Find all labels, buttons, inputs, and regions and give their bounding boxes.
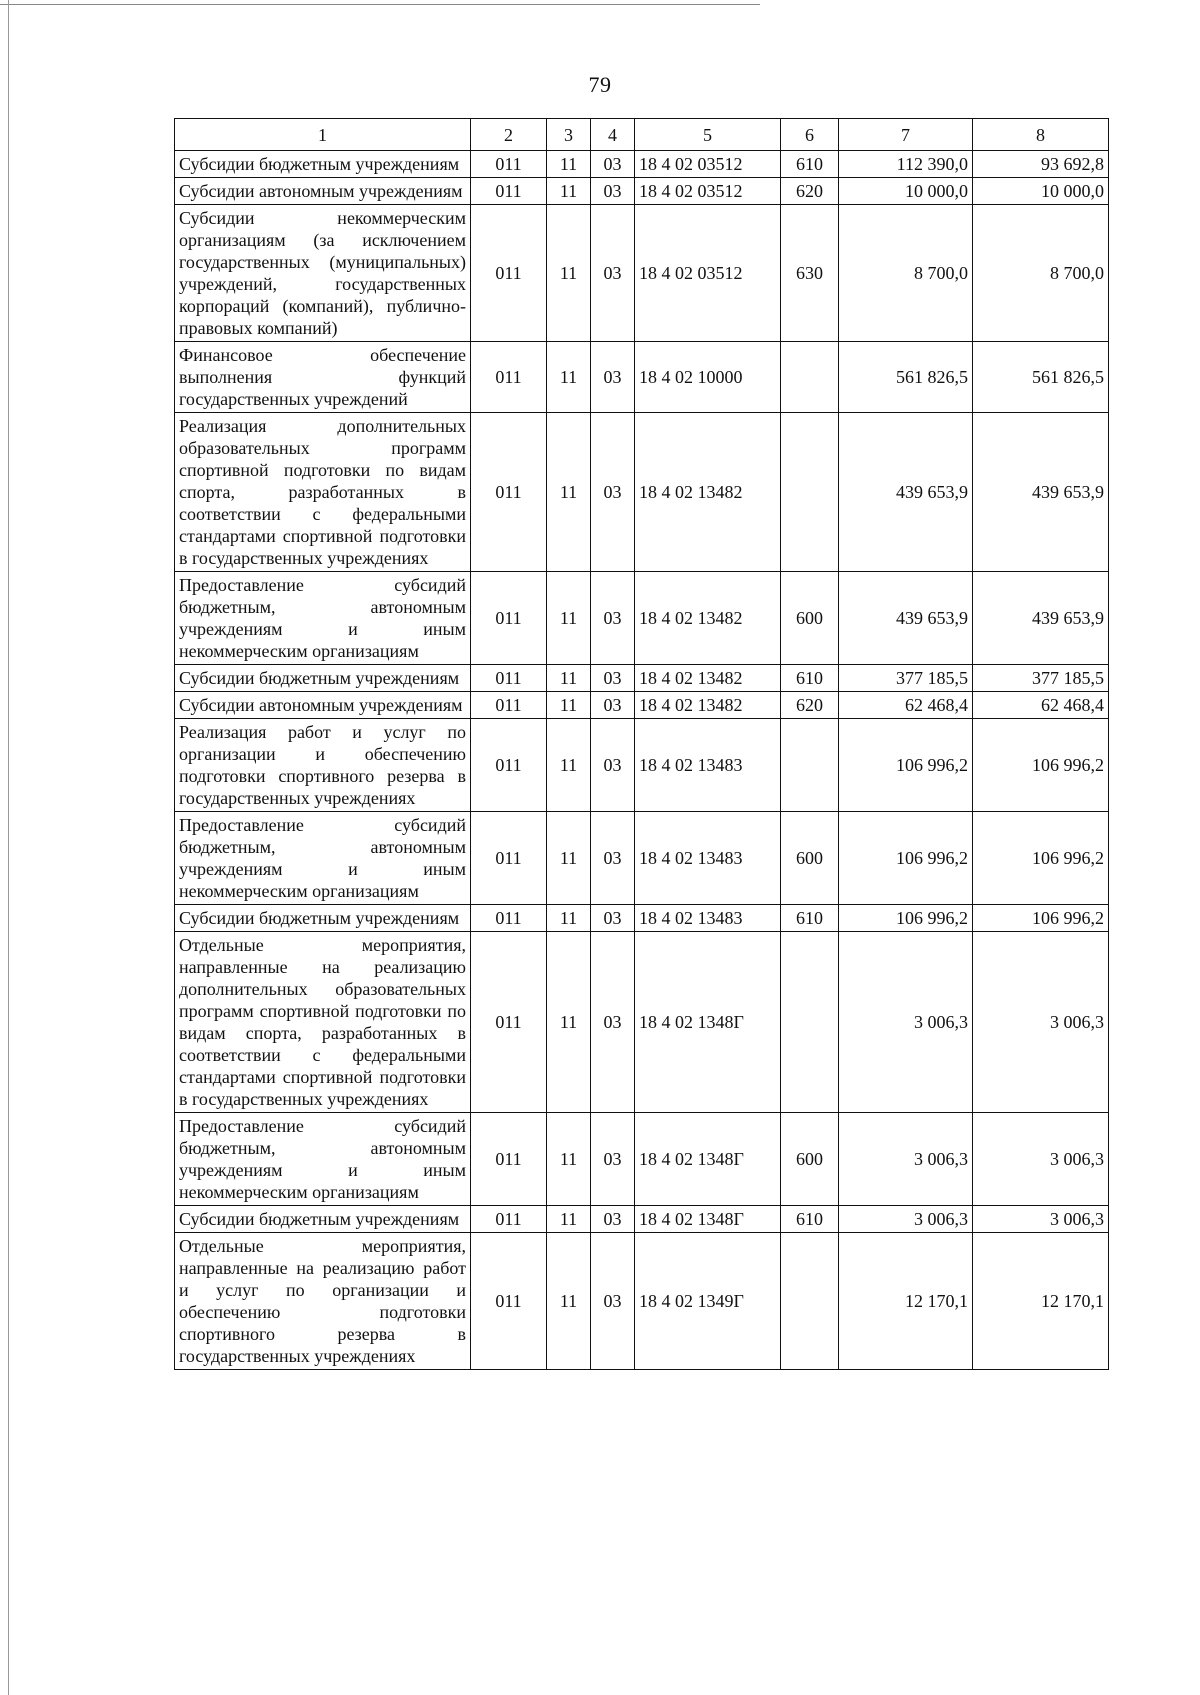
row-amount-col7-cell: 377 185,5 [839,665,973,692]
row-amount-col7-cell: 10 000,0 [839,178,973,205]
row-amount-col8-cell: 3 006,3 [973,1206,1109,1233]
row-expense-type-cell: 630 [781,205,839,342]
scan-edge-top [0,4,760,5]
row-name-cell: Предоставление субсидий бюджетным, автономным учреждениям и иным некоммерческим организациям [175,1113,471,1206]
row-subsection-cell: 03 [591,905,635,932]
row-section-cell: 11 [547,205,591,342]
row-expense-type-cell [781,1233,839,1370]
table-row [175,1206,1109,1233]
row-amount-col7-cell: 3 006,3 [839,932,973,1113]
row-amount-col7-cell: 439 653,9 [839,413,973,572]
table-row [175,719,1109,812]
row-amount-col8-cell: 106 996,2 [973,905,1109,932]
row-amount-col7-cell: 112 390,0 [839,151,973,178]
row-target-article-cell: 18 4 02 03512 [635,178,781,205]
row-subsection-cell: 03 [591,1233,635,1370]
row-target-article-cell: 18 4 02 1348Г [635,932,781,1113]
row-expense-type-cell [781,413,839,572]
row-subsection-cell: 03 [591,665,635,692]
table-row [175,413,1109,572]
row-amount-col8-cell: 439 653,9 [973,572,1109,665]
row-ministry-code-cell: 011 [471,151,547,178]
row-amount-col7-cell: 439 653,9 [839,572,973,665]
row-amount-col8-cell: 3 006,3 [973,932,1109,1113]
row-expense-type-cell: 620 [781,178,839,205]
row-ministry-code-cell: 011 [471,572,547,665]
row-amount-col7-cell: 3 006,3 [839,1113,973,1206]
row-ministry-code-cell: 011 [471,205,547,342]
scan-edge-left [8,0,9,1695]
row-section-cell: 11 [547,413,591,572]
row-amount-col7-cell: 3 006,3 [839,1206,973,1233]
row-name-cell: Отдельные мероприятия, направленные на реализацию дополнительных образовательных программ спортивной подготовки по видам спорта, разработанных в соответствии с федеральными стандартами спортивной подготовки в государственных учреждениях [175,932,471,1113]
row-amount-col7-cell: 106 996,2 [839,905,973,932]
row-amount-col7-cell: 561 826,5 [839,342,973,413]
table-body [175,151,1109,1370]
row-name-cell: Финансовое обеспечение выполнения функций государственных учреждений [175,342,471,413]
row-name-cell: Предоставление субсидий бюджетным, автономным учреждениям и иным некоммерческим организациям [175,812,471,905]
row-subsection-cell: 03 [591,178,635,205]
row-section-cell: 11 [547,905,591,932]
row-name-cell: Реализация дополнительных образовательных программ спортивной подготовки по видам спорта, разработанных в соответствии с федеральными стандартами спортивной подготовки в государственных учреждениях [175,413,471,572]
row-amount-col8-cell: 8 700,0 [973,205,1109,342]
row-ministry-code-cell: 011 [471,665,547,692]
table-row [175,1113,1109,1206]
table-row [175,205,1109,342]
row-section-cell: 11 [547,692,591,719]
row-name-cell: Субсидии бюджетным учреждениям [175,151,471,178]
row-subsection-cell: 03 [591,692,635,719]
row-expense-type-cell: 600 [781,812,839,905]
row-amount-col8-cell: 106 996,2 [973,719,1109,812]
row-ministry-code-cell: 011 [471,1233,547,1370]
row-expense-type-cell [781,719,839,812]
row-section-cell: 11 [547,572,591,665]
row-target-article-cell: 18 4 02 13482 [635,665,781,692]
row-amount-col8-cell: 106 996,2 [973,812,1109,905]
row-subsection-cell: 03 [591,1113,635,1206]
row-section-cell: 11 [547,1233,591,1370]
row-name-cell: Субсидии автономным учреждениям [175,178,471,205]
row-expense-type-cell: 610 [781,665,839,692]
table-row [175,178,1109,205]
row-amount-col7-cell: 12 170,1 [839,1233,973,1370]
header-cell: 3 [547,119,591,151]
row-amount-col7-cell: 106 996,2 [839,719,973,812]
row-name-cell: Субсидии некоммерческим организациям (за исключением государственных (муниципальных) учреждений, государственных корпораций (компаний), публично-правовых компаний) [175,205,471,342]
row-section-cell: 11 [547,1113,591,1206]
row-amount-col8-cell: 10 000,0 [973,178,1109,205]
row-section-cell: 11 [547,932,591,1113]
row-subsection-cell: 03 [591,1206,635,1233]
row-ministry-code-cell: 011 [471,342,547,413]
table-row [175,905,1109,932]
header-cell: 4 [591,119,635,151]
row-section-cell: 11 [547,178,591,205]
header-cell: 5 [635,119,781,151]
row-ministry-code-cell: 011 [471,413,547,572]
row-expense-type-cell: 600 [781,572,839,665]
row-expense-type-cell: 610 [781,905,839,932]
row-amount-col7-cell: 62 468,4 [839,692,973,719]
row-section-cell: 11 [547,151,591,178]
row-amount-col8-cell: 93 692,8 [973,151,1109,178]
row-amount-col8-cell: 439 653,9 [973,413,1109,572]
row-expense-type-cell [781,342,839,413]
row-amount-col8-cell: 3 006,3 [973,1113,1109,1206]
row-expense-type-cell: 620 [781,692,839,719]
row-amount-col7-cell: 8 700,0 [839,205,973,342]
row-subsection-cell: 03 [591,932,635,1113]
header-cell: 7 [839,119,973,151]
row-subsection-cell: 03 [591,413,635,572]
row-name-cell: Отдельные мероприятия, направленные на реализацию работ и услуг по организации и обеспечению подготовки спортивного резерва в государственных учреждениях [175,1233,471,1370]
row-target-article-cell: 18 4 02 1348Г [635,1113,781,1206]
page-number: 79 [588,72,612,97]
row-target-article-cell: 18 4 02 1348Г [635,1206,781,1233]
table-row [175,812,1109,905]
row-amount-col8-cell: 12 170,1 [973,1233,1109,1370]
row-subsection-cell: 03 [591,719,635,812]
row-target-article-cell: 18 4 02 13482 [635,692,781,719]
table-row [175,932,1109,1113]
row-amount-col8-cell: 62 468,4 [973,692,1109,719]
row-amount-col8-cell: 377 185,5 [973,665,1109,692]
row-expense-type-cell [781,932,839,1113]
row-ministry-code-cell: 011 [471,178,547,205]
row-ministry-code-cell: 011 [471,932,547,1113]
row-ministry-code-cell: 011 [471,905,547,932]
row-name-cell: Субсидии бюджетным учреждениям [175,1206,471,1233]
row-name-cell: Предоставление субсидий бюджетным, автономным учреждениям и иным некоммерческим организациям [175,572,471,665]
table-row [175,692,1109,719]
row-target-article-cell: 18 4 02 13483 [635,905,781,932]
row-subsection-cell: 03 [591,812,635,905]
row-target-article-cell: 18 4 02 1349Г [635,1233,781,1370]
row-target-article-cell: 18 4 02 13483 [635,812,781,905]
row-target-article-cell: 18 4 02 13483 [635,719,781,812]
row-target-article-cell: 18 4 02 13482 [635,413,781,572]
header-cell: 8 [973,119,1109,151]
row-ministry-code-cell: 011 [471,1206,547,1233]
row-name-cell: Субсидии автономным учреждениям [175,692,471,719]
row-subsection-cell: 03 [591,342,635,413]
header-cell: 1 [175,119,471,151]
row-section-cell: 11 [547,812,591,905]
table-row [175,665,1109,692]
table-row [175,342,1109,413]
row-name-cell: Субсидии бюджетным учреждениям [175,665,471,692]
row-section-cell: 11 [547,342,591,413]
row-target-article-cell: 18 4 02 10000 [635,342,781,413]
row-ministry-code-cell: 011 [471,1113,547,1206]
row-subsection-cell: 03 [591,572,635,665]
header-cell: 6 [781,119,839,151]
row-amount-col7-cell: 106 996,2 [839,812,973,905]
row-subsection-cell: 03 [591,205,635,342]
row-section-cell: 11 [547,1206,591,1233]
row-ministry-code-cell: 011 [471,719,547,812]
row-name-cell: Субсидии бюджетным учреждениям [175,905,471,932]
row-subsection-cell: 03 [591,151,635,178]
budget-table [174,118,1109,1370]
row-target-article-cell: 18 4 02 13482 [635,572,781,665]
row-expense-type-cell: 600 [781,1113,839,1206]
row-section-cell: 11 [547,719,591,812]
table-row [175,1233,1109,1370]
row-expense-type-cell: 610 [781,1206,839,1233]
row-ministry-code-cell: 011 [471,692,547,719]
table-row [175,151,1109,178]
row-expense-type-cell: 610 [781,151,839,178]
row-section-cell: 11 [547,665,591,692]
table-row [175,572,1109,665]
header-row [175,119,1109,151]
row-name-cell: Реализация работ и услуг по организации и обеспечению подготовки спортивного резерва в государственных учреждениях [175,719,471,812]
header-cell: 2 [471,119,547,151]
row-ministry-code-cell: 011 [471,812,547,905]
row-target-article-cell: 18 4 02 03512 [635,205,781,342]
row-target-article-cell: 18 4 02 03512 [635,151,781,178]
row-amount-col8-cell: 561 826,5 [973,342,1109,413]
